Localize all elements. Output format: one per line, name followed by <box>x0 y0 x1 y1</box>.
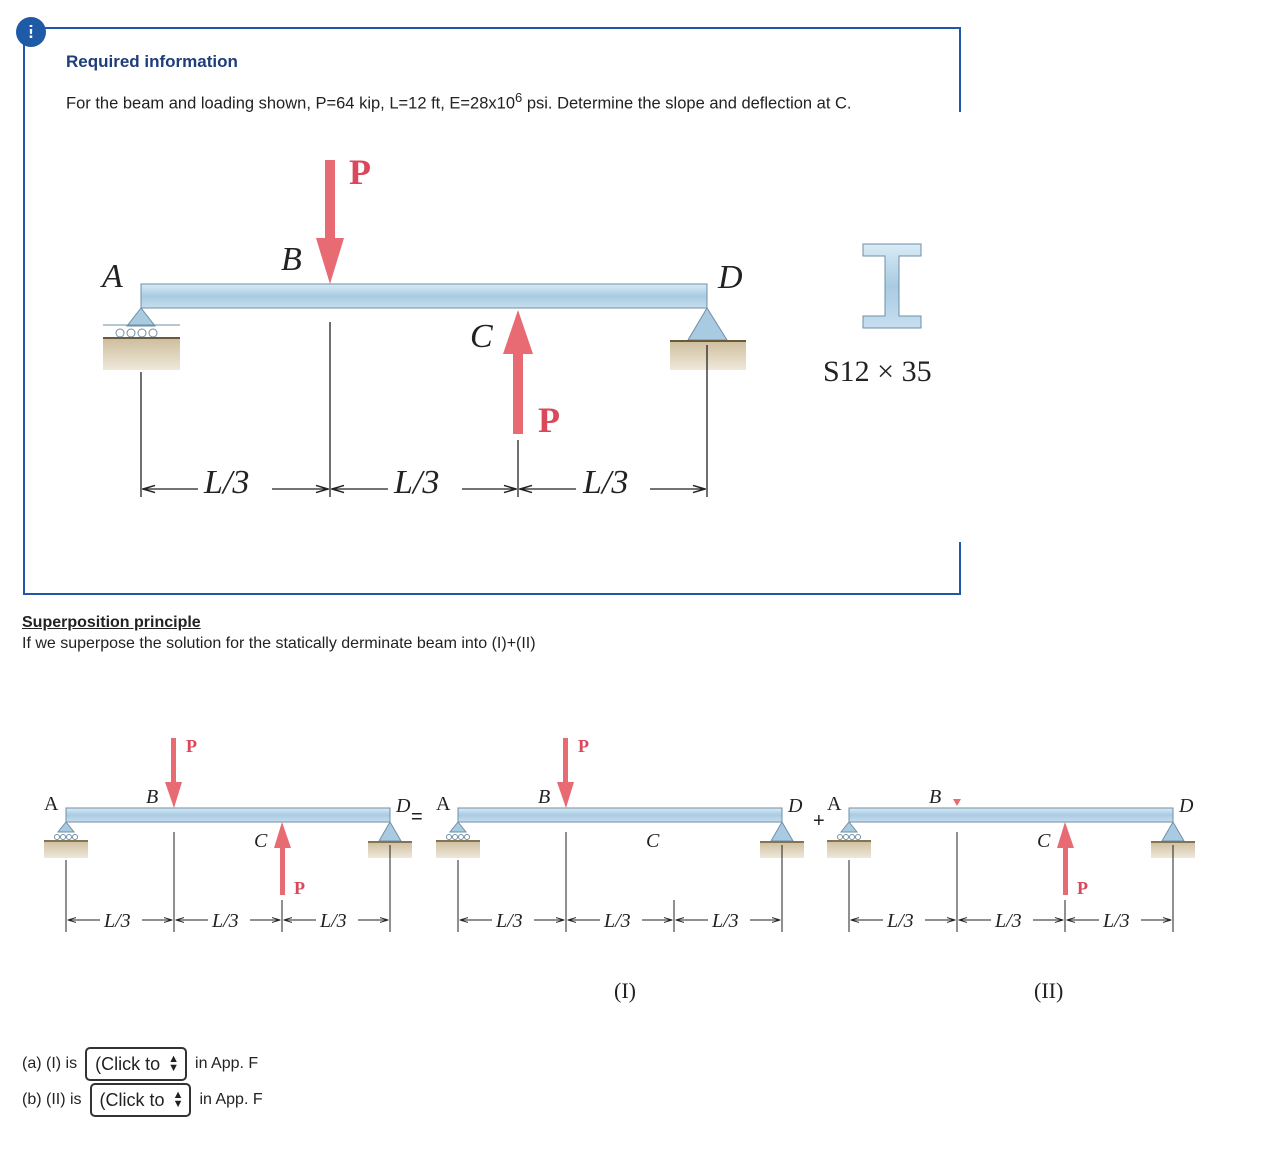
fig2-label-a: A <box>827 793 842 815</box>
label-b: B <box>281 241 302 278</box>
fig0-label-p1: P <box>186 736 197 756</box>
figure-combined <box>44 736 412 932</box>
question-b-suffix: in App. F <box>199 1091 263 1108</box>
fig0-dim-1: L/3 <box>104 910 131 932</box>
fig1-dim-3: L/3 <box>712 910 739 932</box>
pin-support-d <box>670 308 746 370</box>
load-arrow-up <box>503 310 533 434</box>
fig2-label-d: D <box>1179 795 1194 817</box>
question-b-select-value: (Click to <box>99 1089 165 1110</box>
figure-ii <box>827 786 1195 1003</box>
question-a-select-value: (Click to <box>95 1053 161 1074</box>
fig1-label-b: B <box>538 786 551 808</box>
fig1-label-d: D <box>788 795 803 817</box>
fig0-dim-2: L/3 <box>212 910 239 932</box>
label-p-up: P <box>538 400 560 440</box>
roller-support-a <box>103 308 180 370</box>
superposition-figures <box>0 700 1284 1020</box>
fig2-dim-2: L/3 <box>995 910 1022 932</box>
caption-ii: (II) <box>1034 978 1064 1003</box>
superposition-title: Superposition principle <box>22 614 201 631</box>
beam <box>141 284 707 308</box>
fig2-label-b: B <box>929 786 942 808</box>
plus-sign: + <box>813 810 825 832</box>
question-b-select[interactable] <box>90 1083 192 1117</box>
fig0-label-p2: P <box>294 878 305 898</box>
label-p-down: P <box>349 152 371 192</box>
fig1-dim-1: L/3 <box>496 910 523 932</box>
figure-i <box>436 736 804 1003</box>
fig1-label-p: P <box>578 736 589 756</box>
fig1-label-c: C <box>646 830 660 852</box>
fig1-label-a: A <box>436 793 451 815</box>
question-b <box>22 1083 263 1117</box>
label-c: C <box>470 318 493 355</box>
question-a-select[interactable] <box>85 1047 187 1081</box>
select-arrows-icon: ▲ ▼ <box>168 1053 180 1074</box>
required-info-title: Required information <box>66 52 238 71</box>
fig2-dim-3: L/3 <box>1103 910 1130 932</box>
fig1-dim-2: L/3 <box>604 910 631 932</box>
label-a: A <box>102 258 123 295</box>
fig2-label-p: P <box>1077 878 1088 898</box>
question-b-prefix: (b) (II) is <box>22 1091 82 1108</box>
superposition-text: If we superpose the solution for the statically derminate beam into (I)+(II) <box>22 635 536 652</box>
i-beam-section-icon <box>863 244 921 328</box>
fig2-label-c: C <box>1037 830 1051 852</box>
label-d: D <box>718 259 743 296</box>
fig2-dim-1: L/3 <box>887 910 914 932</box>
caption-i: (I) <box>614 978 636 1003</box>
fig0-label-c: C <box>254 830 268 852</box>
question-a <box>22 1047 258 1081</box>
fig0-label-d: D <box>396 795 411 817</box>
question-a-suffix: in App. F <box>195 1055 259 1072</box>
fig0-label-a: A <box>44 793 59 815</box>
dim-label-1: L/3 <box>204 464 250 501</box>
select-arrows-icon: ▲ ▼ <box>172 1089 184 1110</box>
equals-sign: = <box>411 806 423 828</box>
dim-label-2: L/3 <box>394 464 440 501</box>
fig0-label-b: B <box>146 786 159 808</box>
dim-label-3: L/3 <box>583 464 629 501</box>
problem-statement: For the beam and loading shown, P=64 kip, L=12 ft, $E=28x10^6$ psi. Determine the slope and deflection at C. <box>66 90 852 113</box>
fig0-dim-3: L/3 <box>320 910 347 932</box>
alert-icon: ! <box>16 17 46 47</box>
load-arrow-down <box>316 160 344 284</box>
question-a-prefix: (a) (I) is <box>22 1055 78 1072</box>
section-label: S12 × 35 <box>823 355 932 388</box>
